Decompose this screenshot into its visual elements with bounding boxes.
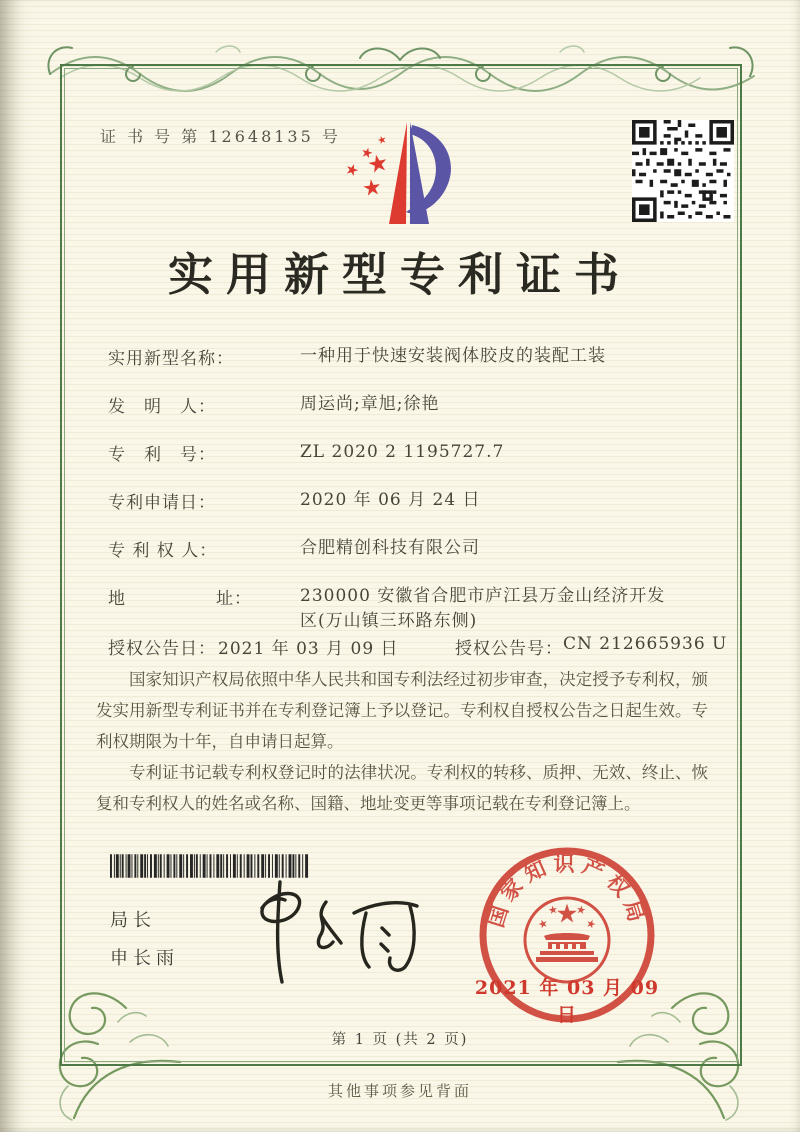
field-row-inventor (108, 392, 688, 417)
field-value-patentee: 合肥精创科技有限公司 (300, 538, 480, 558)
field-label-name: 实用新型名称： (108, 349, 234, 369)
field-row-address (108, 584, 688, 634)
back-side-note: 其他事项参见背面 (327, 1082, 472, 1100)
legal-paragraph-1: 国家知识产权局依照中华人民共和国专利法经过初步审查，决定授予专利权，颁发实用新型专利证书并在专利登记簿上予以登记。专利权自授权公告之日起生效。专利权期限为十年，自申请日起算。 (96, 670, 708, 751)
field-value-patent-number: ZL 2020 2 1195727.7 (300, 442, 505, 462)
field-label-patent-number: 专 利 号： (108, 445, 216, 465)
signature-handwriting (218, 872, 433, 990)
field-value-grant-number: CN 212665936 U (563, 634, 728, 654)
field-row-patentee (108, 536, 688, 561)
field-row-grant-number (455, 634, 775, 659)
field-row-name (108, 344, 688, 369)
signer-name: 申长雨 (110, 948, 179, 969)
field-label-patentee: 专 利 权 人： (108, 541, 218, 561)
field-label-grant-number: 授权公告号： (455, 639, 563, 659)
certificate-number: 证 书 号 第 12648135 号 (100, 127, 341, 146)
field-label-inventor: 发 明 人： (108, 397, 216, 417)
page-number: 第 1 页 (共 2 页) (331, 1032, 469, 1048)
seal-ring-text: 国家知识产权局 (482, 850, 652, 931)
certificate-title: 实用新型专利证书 (167, 248, 632, 301)
qr-code (632, 120, 734, 222)
field-value-filing-date: 2020 年 06 月 24 日 (300, 490, 481, 510)
field-row-patent-number (108, 440, 688, 465)
seal-date: 2021 年 03 月 09 日 (474, 977, 660, 1026)
field-value-grant-date: 2021 年 03 月 09 日 (218, 639, 399, 659)
legal-text (96, 664, 708, 819)
legal-paragraph-2: 专利证书记载专利权登记时的法律状况。专利权的转移、质押、无效、终止、恢复和专利权人的姓名或名称、国籍、地址变更等事项记载在专利登记簿上。 (96, 763, 708, 813)
field-label-address: 地 址： (108, 589, 252, 609)
national-emblem (525, 898, 609, 982)
field-value-name: 一种用于快速安装阀体胶皮的装配工装 (300, 346, 606, 366)
field-label-grant-date: 授权公告日： (108, 639, 216, 659)
signer-role: 局长 (110, 910, 156, 931)
field-label-filing-date: 专利申请日： (108, 493, 216, 513)
field-row-filing-date (108, 488, 688, 513)
field-value-inventor: 周运尚;章旭;徐艳 (300, 394, 440, 414)
svg-text:国家知识产权局 (483, 851, 651, 930)
cnipa-logo-icon (336, 112, 468, 230)
field-value-address: 230000 安徽省合肥市庐江县万金山经济开发区(万山镇三环路东侧) (300, 586, 666, 631)
